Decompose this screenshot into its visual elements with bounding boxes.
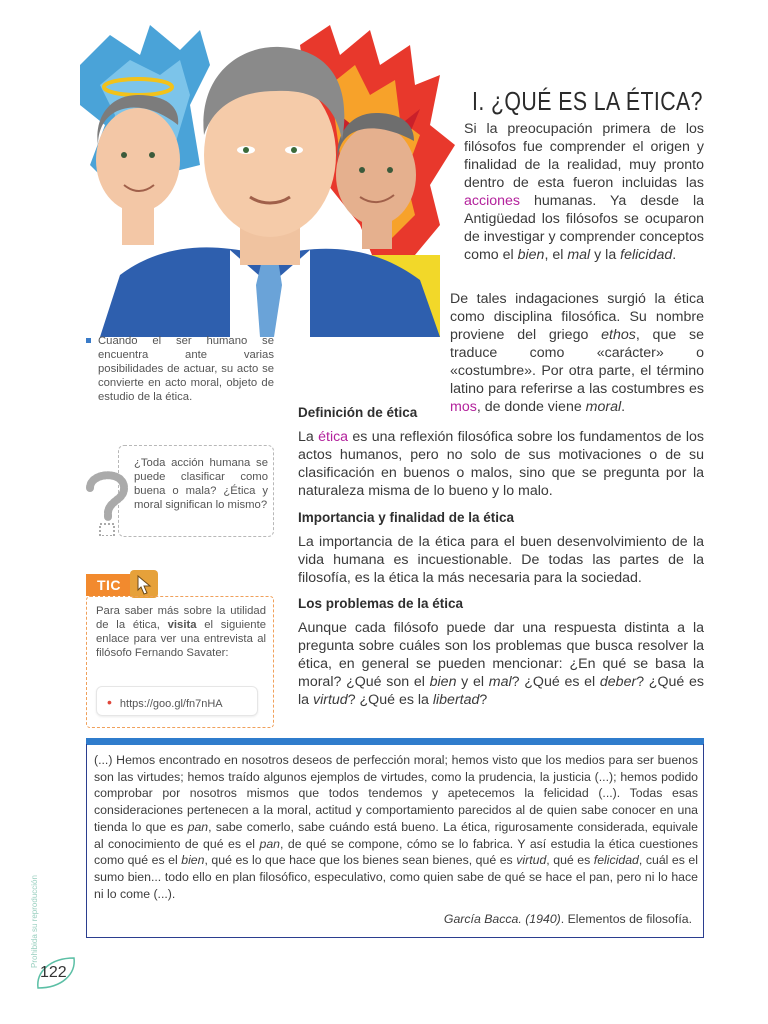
bullet-dot-icon: • xyxy=(107,694,112,710)
tic-link[interactable] xyxy=(96,686,258,716)
highlight-etica: ética xyxy=(318,429,349,445)
section-importance xyxy=(298,510,704,587)
quote-source: García Bacca. (1940). Elementos de filosofía. xyxy=(443,912,692,926)
section-problems xyxy=(298,596,704,709)
etymology-paragraph: De tales indagaciones surgió la ética como disciplina filosófica. Su nombre proviene del griego ethos, que se traduce como «carácter» o «costumbre». Por otra parte, el término latino para referirse a las costumbres es mos, de donde viene moral. xyxy=(450,291,704,415)
highlight-mos: mos xyxy=(450,399,477,415)
section-definition xyxy=(298,405,704,500)
page-number: 122 xyxy=(40,964,67,981)
section-heading: Definición de ética xyxy=(298,405,418,420)
page-title: I. ¿QUÉ ES LA ÉTICA? xyxy=(472,86,703,116)
side-note: Cuando el ser humano se encuentra ante varias posibilidades de actuar, su acto se convierte en acto moral, objeto de estudio de la ética. xyxy=(86,334,274,404)
section-heading: Los problemas de la ética xyxy=(298,596,464,611)
highlight-acciones: acciones xyxy=(464,193,520,209)
square-bullet-icon xyxy=(86,338,91,343)
intro-paragraph: Si la preocupación primera de los filósofos fue comprender el origen y finalidad de la realidad, muy pronto dentro de esta fueron incluidas las acciones humanas. Ya desde la Antigüedad los filósofos se ocuparon de investigar y comprender conceptos como el bien, el mal y la felicidad. xyxy=(464,121,704,263)
tic-label: TIC xyxy=(86,574,132,596)
vertical-copyright: Prohibida su reproducción xyxy=(30,875,39,968)
section-text: La importancia de la ética para el buen desenvolvimiento de la vida humana es incuestionable. De todas las partes de la filosofía, es la ética la más necesaria para la sociedad. xyxy=(298,534,704,586)
tic-text: Para saber más sobre la utilidad de la ética, visita el siguiente enlace para ver una entrevista al filósofo Fernando Savater: xyxy=(96,605,267,659)
section-text: Aunque cada filósofo puede dar una respuesta distinta a la pregunta sobre cuáles son los problemas que busca resolver la ética, en general se pueden mencionar: ¿En qué se basa la moral? ¿Qué son el bien y el mal? ¿Qué es el deber? ¿Qué es la virtud? ¿Qué es la libertad? xyxy=(298,620,704,708)
quote-text: (...) Hemos encontrado en nosotros deseos de perfección moral; hemos visto que los medios para ser buenos son las virtudes; hemos traído algunos ejemplos de virtudes, como la prudencia, la justicia (...); hemos podido comprobar por nosotros mismos que todos tendemos y apetecemos la felicidad (...). Todas esas consideraciones pertenecen a la moral, actitud y comportamiento parecidos al de quien sabe conocer en una tienda lo que es pan, sabe comerlo, sabe cuándo está bueno. La ética, rigurosamente considerada, equivale al conocimiento de qué es el pan, de qué se compone, cómo se lo fabrica. Y así estudia la ética cuestiones como qué es el bien, qué es lo que hace que los bienes sean bienes, qué es virtud, qué es felicidad, cuál es el sumo bien... todo ello en plan filosófico, especulativo, como quien sabe de qué se hace el pan, pero ni lo hace ni lo come (...). xyxy=(94,753,698,901)
tic-link-url[interactable]: https://goo.gl/fn7nHA xyxy=(119,698,223,710)
question-mark-icon xyxy=(82,466,132,536)
section-heading: Importancia y finalidad de la ética xyxy=(298,510,515,525)
section-text: La ética es una reflexión filosófica sobre los fundamentos de los actos humanos, pero no solo de sus motivaciones o de su clasificación en buenos o malos, sino que se pregunta por la naturaleza misma de lo bueno y lo malo. xyxy=(298,429,704,499)
question-text: ¿Toda acción humana se puede clasificar como buena o mala? ¿Ética y moral significan lo mismo? xyxy=(134,457,268,511)
